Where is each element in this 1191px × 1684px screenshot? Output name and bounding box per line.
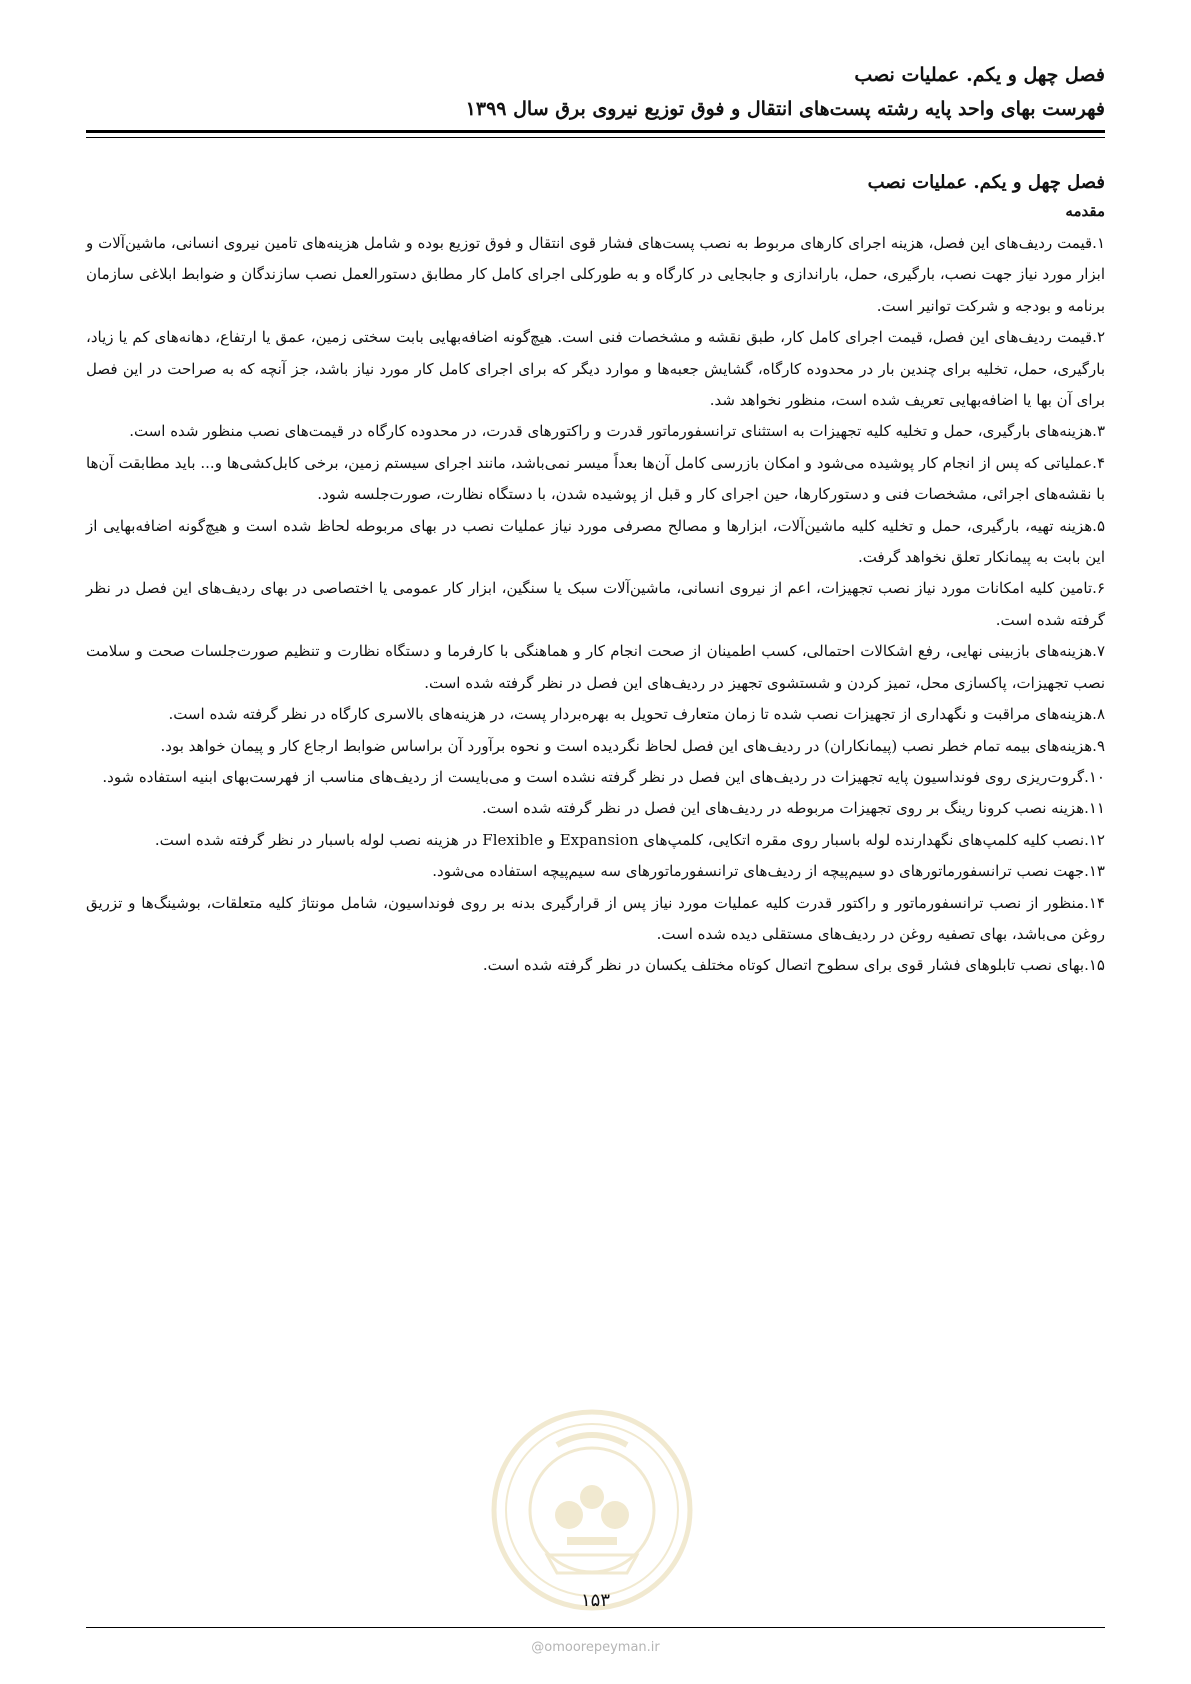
section-title: فصل چهل و یکم. عملیات نصب bbox=[867, 172, 1105, 193]
section-subtitle: مقدمه bbox=[1065, 202, 1105, 220]
paragraph: ۲.قیمت ردیف‌های این فصل، قیمت اجرای کامل کار، طبق نقشه و مشخصات فنی است. هیچ‌گونه اضافه‌بهایی بابت سختی زمین، عمق یا ارتفاع، دهانه‌های کم یا زیاد، بارگیری، حمل، تخلیه برای چندین بار در محدوده کارگاه، گشایش جعبه‌ها و موارد دیگر که برای اجرای کامل کار مورد نیاز باشد، جز آنچه که به صراحت در این فصل برای آن بها یا اضافه‌بهایی تعریف شده است، منظور نخواهد شد. bbox=[86, 328, 1105, 410]
footer-url: @omoorepeyman.ir bbox=[531, 1640, 660, 1655]
publisher-seal-icon bbox=[487, 1405, 697, 1615]
page-content bbox=[86, 168, 1105, 982]
paragraph: ۵.هزینه تهیه، بارگیری، حمل و تخلیه کلیه ماشین‌آلات، ابزارها و مصالح مصرفی مورد نیاز عملیات نصب در بهای مربوطه لحاظ شده است و هیچ‌گونه اضافه‌بهایی از این بابت به پیمانکار تعلق نخواهد گرفت. bbox=[86, 516, 1105, 567]
paragraph: ۷.هزینه‌های بازبینی نهایی، رفع اشکالات احتمالی، کسب اطمینان از صحت انجام کار و هماهنگی با کارفرما و دستگاه نظارت و تنظیم صورت‌جلسات صحت و سلامت نصب تجهیزات، پاکسازی محل، تمیز کردن و شستشوی تجهیز در ردیف‌های این فصل در نظر گرفته شده است. bbox=[86, 642, 1105, 692]
header-chapter-title: فصل چهل و یکم. عملیات نصب bbox=[854, 64, 1105, 86]
paragraph: ۸.هزینه‌های مراقبت و نگهداری از تجهیزات نصب شده تا زمان متعارف تحویل به بهره‌بردار پست، در هزینه‌های بالاسری کارگاه در نظر گرفته شده است. bbox=[168, 705, 1105, 724]
paragraph: ۱۱.هزینه نصب کرونا رینگ بر روی تجهیزات مربوطه در ردیف‌های این فصل در نظر گرفته شده است. bbox=[482, 799, 1105, 818]
paragraph: ۴.عملیاتی که پس از انجام کار پوشیده می‌شود و امکان بازرسی کامل آن‌ها بعداً میسر نمی‌باشد، مانند اجرای سیستم زمین، برخی کابل‌کشی‌ها و... باید مطابقت آن‌ها با نقشه‌های اجرائی، مشخصات فنی و دستورکارها، حین اجرای کار و قبل از پوشیده شدن، با دستگاه نظارت، صورت‌جلسه شود. bbox=[86, 453, 1105, 504]
page-header bbox=[86, 58, 1105, 126]
paragraph: ۱۳.جهت نصب ترانسفورماتورهای دو سیم‌پیچه از ردیف‌های ترانسفورماتورهای سه سیم‌پیچه استفاده می‌شود. bbox=[432, 862, 1105, 881]
paragraph: ۹.هزینه‌های بیمه تمام خطر نصب (پیمانکاران) در ردیف‌های این فصل لحاظ نگردیده است و نحوه برآورد آن براساس ضوابط ارجاع کار و پیمان خواهد بود. bbox=[160, 736, 1105, 755]
paragraph: ۱.قیمت ردیف‌های این فصل، هزینه اجرای کارهای مربوط به نصب پست‌های فشار قوی انتقال و فوق توزیع بوده و شامل هزینه‌های تامین نیروی انسانی، ماشین‌آلات و ابزار مورد نیاز جهت نصب، بارگیری، حمل، باراندازی و جابجایی در کارگاه و به طورکلی اجرای کامل کار مطابق دستورالعمل نصب سازندگان و ضوابط ابلاغی سازمان برنامه و بودجه و شرکت توانیر است. bbox=[86, 234, 1105, 315]
page-number: ۱۵۳ bbox=[580, 1590, 610, 1611]
header-divider-thin bbox=[86, 137, 1105, 138]
paragraph: ۳.هزینه‌های بارگیری، حمل و تخلیه کلیه تجهیزات به استثنای ترانسفورماتور قدرت و راکتورهای قدرت، در محدوده کارگاه در قیمت‌های نصب منظور شده است. bbox=[129, 422, 1105, 441]
header-divider-thick bbox=[86, 130, 1105, 133]
footer-divider bbox=[86, 1627, 1105, 1628]
paragraph: ۱۵.بهای نصب تابلوهای فشار قوی برای سطوح اتصال کوتاه مختلف یکسان در نظر گرفته شده است. bbox=[482, 956, 1105, 975]
paragraph: ۱۰.گروت‌ریزی روی فونداسیون پایه تجهیزات در ردیف‌های این فصل در نظر گرفته نشده است و می‌بایست از ردیف‌های مناسب از فهرست‌بهای ابنیه استفاده شود. bbox=[102, 767, 1105, 786]
paragraph: ۶.تامین کلیه امکانات مورد نیاز نصب تجهیزات، اعم از نیروی انسانی، ماشین‌آلات سبک یا سنگین، ابزار کار عمومی یا اختصاصی در بهای ردیف‌های این فصل در نظر گرفته شده است. bbox=[86, 579, 1105, 629]
header-book-title: فهرست بهای واحد پایه رشته پست‌های انتقال و فوق توزیع نیروی برق سال ۱۳۹۹ bbox=[465, 98, 1105, 120]
paragraph: ۱۴.منظور از نصب ترانسفورماتور و راکتور قدرت کلیه عملیات مورد نیاز پس از قرارگیری بدنه بر روی فونداسیون، شامل مونتاژ کلیه متعلقات، بوشینگ‌ها و تزریق روغن می‌باشد، بهای تصفیه روغن در ردیف‌های مستقلی دیده شده است. bbox=[86, 893, 1105, 943]
paragraph: ۱۲.نصب کلیه کلمپ‌های نگهدارنده لوله باسبار روی مقره اتکایی، کلمپ‌های Expansion و Flexible در هزینه نصب لوله باسبار در نظر گرفته شده است. bbox=[154, 830, 1105, 849]
